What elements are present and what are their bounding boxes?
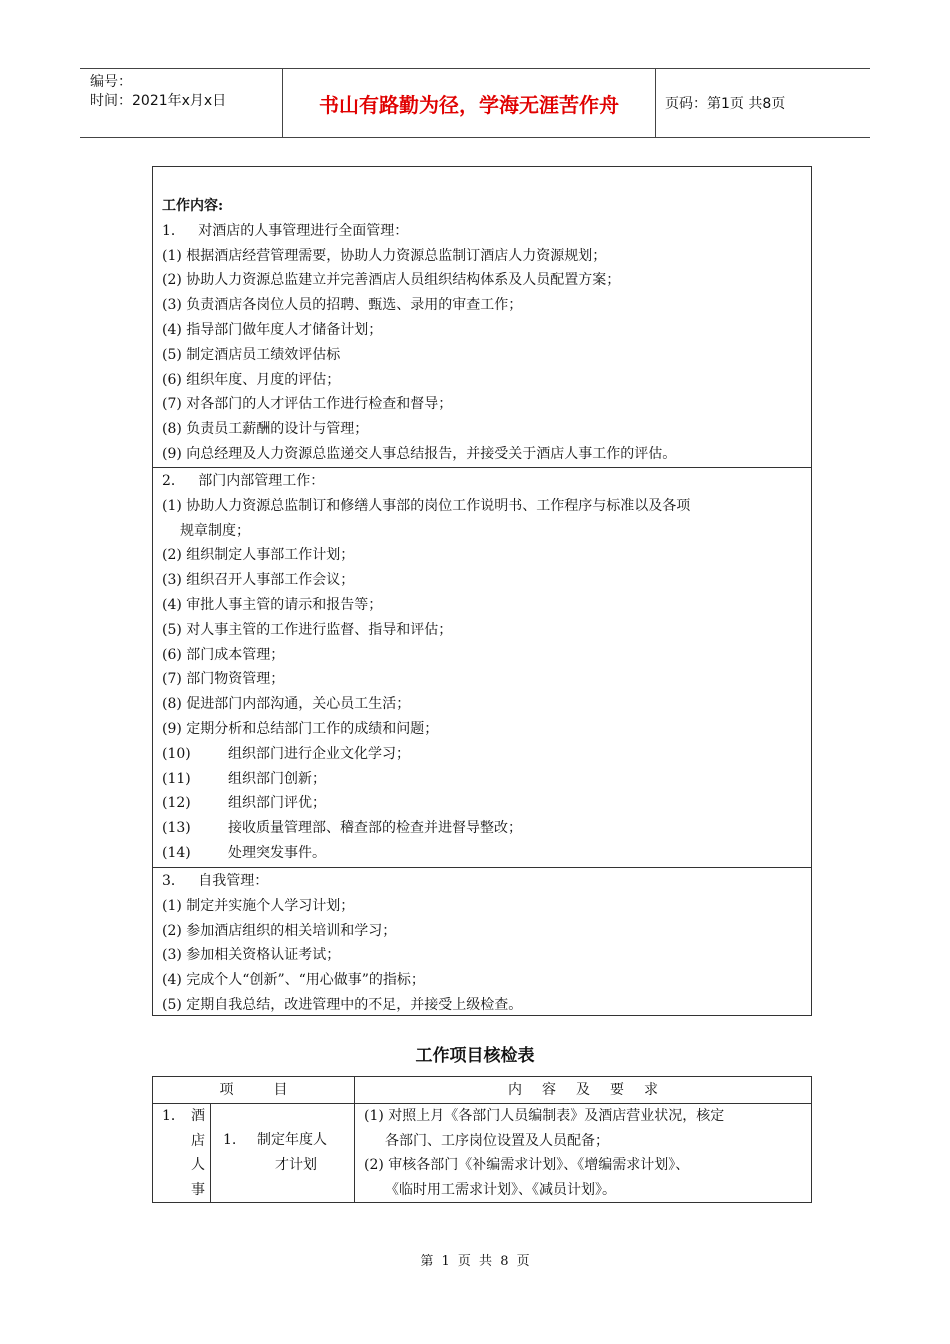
- item-text: 组织部门创新；: [228, 770, 326, 787]
- check-table-title: 工作项目核检表: [415, 1046, 535, 1066]
- list-item: [162, 816, 811, 841]
- item-name-line2: 才计划: [275, 1157, 317, 1173]
- list-item: (3) 负责酒店各岗位人员的招聘、甄选、录用的审查工作；: [162, 297, 523, 314]
- list-item: (3) 组织召开人事部工作会议；: [162, 572, 355, 589]
- list-item: [162, 767, 811, 792]
- section-heading-text: 对酒店的人事管理进行全面管理：: [198, 222, 409, 239]
- requirement-line: (1) 对照上月《各部门人员编制表》及酒店营业状况，核定: [364, 1108, 725, 1124]
- header-item: 项目: [153, 1077, 355, 1103]
- category-char: 事: [191, 1181, 205, 1198]
- list-item: (6) 部门成本管理；: [162, 646, 285, 663]
- list-item: (2) 参加酒店组织的相关培训和学习；: [162, 922, 397, 939]
- category-cell: [153, 1104, 211, 1202]
- item-number: 1.: [223, 1132, 237, 1148]
- list-item: (5) 对人事主管的工作进行监督、指导和评估；: [162, 621, 453, 638]
- list-item: (4) 完成个人“创新”、“用心做事”的指标；: [162, 972, 425, 989]
- list-item: (1) 协助人力资源总监制订和修缮人事部的岗位工作说明书、工作程序与标准以及各项: [162, 497, 691, 514]
- table-header-row: [153, 1077, 811, 1104]
- requirement-line: 《临时用工需求计划》、《减员计划》。: [385, 1181, 616, 1198]
- item-text: 接收质量管理部、稽查部的检查并进督导整改；: [228, 820, 522, 837]
- header-meta: [80, 69, 282, 137]
- section-overall-management: [153, 167, 811, 467]
- requirement-line: (2) 审核各部门《补编需求计划》、《增编需求计划》、: [364, 1157, 690, 1173]
- item-number: (13): [162, 820, 191, 837]
- category-label: [190, 1104, 206, 1202]
- list-item: (2) 组织制定人事部工作计划；: [162, 547, 355, 564]
- header-content: 内容及要求: [508, 1082, 678, 1098]
- section-heading: [162, 869, 811, 894]
- item-text: 组织部门进行企业文化学习；: [228, 745, 410, 762]
- section-number: 1．: [162, 222, 185, 239]
- item-number: (12): [162, 795, 191, 812]
- list-item: (3) 参加相关资格认证考试；: [162, 947, 341, 964]
- list-item: (8) 促进部门内部沟通，关心员工生活；: [162, 696, 411, 713]
- section-self-management: [153, 867, 811, 1015]
- job-content-box: [152, 166, 812, 1016]
- list-item: (7) 对各部门的人才评估工作进行检查和督导；: [162, 396, 453, 413]
- motto: 书山有路勤为径，学海无涯苦作舟: [319, 92, 619, 117]
- list-item: [162, 791, 811, 816]
- list-item: (2) 协助人力资源总监建立并完善酒店人员组织结构体系及人员配置方案；: [162, 272, 621, 289]
- page-footer: 第 1 页 共 8 页: [420, 1254, 530, 1269]
- list-item: [162, 841, 811, 866]
- item-number: (11): [162, 770, 191, 787]
- item-name-line1: 制定年度人: [257, 1132, 327, 1148]
- list-item: (1) 根据酒店经营管理需要，协助人力资源总监制订酒店人力资源规划；: [162, 247, 607, 264]
- category-char: 店: [191, 1132, 205, 1149]
- item-cell: [211, 1104, 355, 1202]
- list-item: (4) 审批人事主管的请示和报告等；: [162, 596, 383, 613]
- section-heading-text: 自我管理：: [198, 873, 269, 889]
- page-info: 页码：第1页 共8页: [665, 96, 786, 112]
- list-item: [162, 742, 811, 767]
- list-item: (1) 制定并实施个人学习计划；: [162, 897, 355, 914]
- section-number: 3．: [162, 873, 185, 889]
- list-item: (5) 制定酒店员工绩效评估标: [162, 346, 341, 363]
- list-item: (8) 负责员工薪酬的设计与管理；: [162, 421, 369, 438]
- check-table: [152, 1076, 812, 1203]
- list-item: (4) 指导部门做年度人才储备计划；: [162, 321, 383, 338]
- category-number: 1．: [162, 1108, 185, 1124]
- list-item: (6) 组织年度、月度的评估；: [162, 371, 341, 388]
- section-department-management: [153, 467, 811, 867]
- item-number: (10): [162, 745, 191, 762]
- item-number: (14): [162, 844, 191, 861]
- item-text: 组织部门评优；: [228, 795, 326, 812]
- time-label: 时间：2021年x月x日: [90, 93, 227, 109]
- section-number: 2．: [162, 473, 185, 489]
- code-label: 编号：: [90, 74, 132, 90]
- content-title: 工作内容:: [162, 198, 224, 214]
- page-header: [80, 68, 870, 138]
- list-item: (9) 向总经理及人力资源总监递交人事总结报告，并接受关于酒店人事工作的评估。: [162, 445, 677, 462]
- category-char: 酒: [191, 1108, 205, 1124]
- section-heading-text: 部门内部管理工作：: [198, 473, 325, 489]
- section-heading: [162, 219, 811, 244]
- requirement-line: 各部门、工序岗位设置及人员配备；: [385, 1132, 609, 1149]
- list-item-continuation: 规章制度；: [180, 522, 250, 539]
- list-item: (5) 定期自我总结，改进管理中的不足，并接受上级检查。: [162, 996, 523, 1013]
- requirement-cell: [355, 1104, 811, 1202]
- list-item: (7) 部门物资管理；: [162, 671, 285, 688]
- category-char: 人: [191, 1157, 205, 1173]
- item-text: 处理突发事件。: [228, 844, 326, 861]
- section-heading: [162, 469, 811, 494]
- list-item: (9) 定期分析和总结部门工作的成绩和问题；: [162, 720, 439, 737]
- header-motto-cell: [282, 69, 656, 137]
